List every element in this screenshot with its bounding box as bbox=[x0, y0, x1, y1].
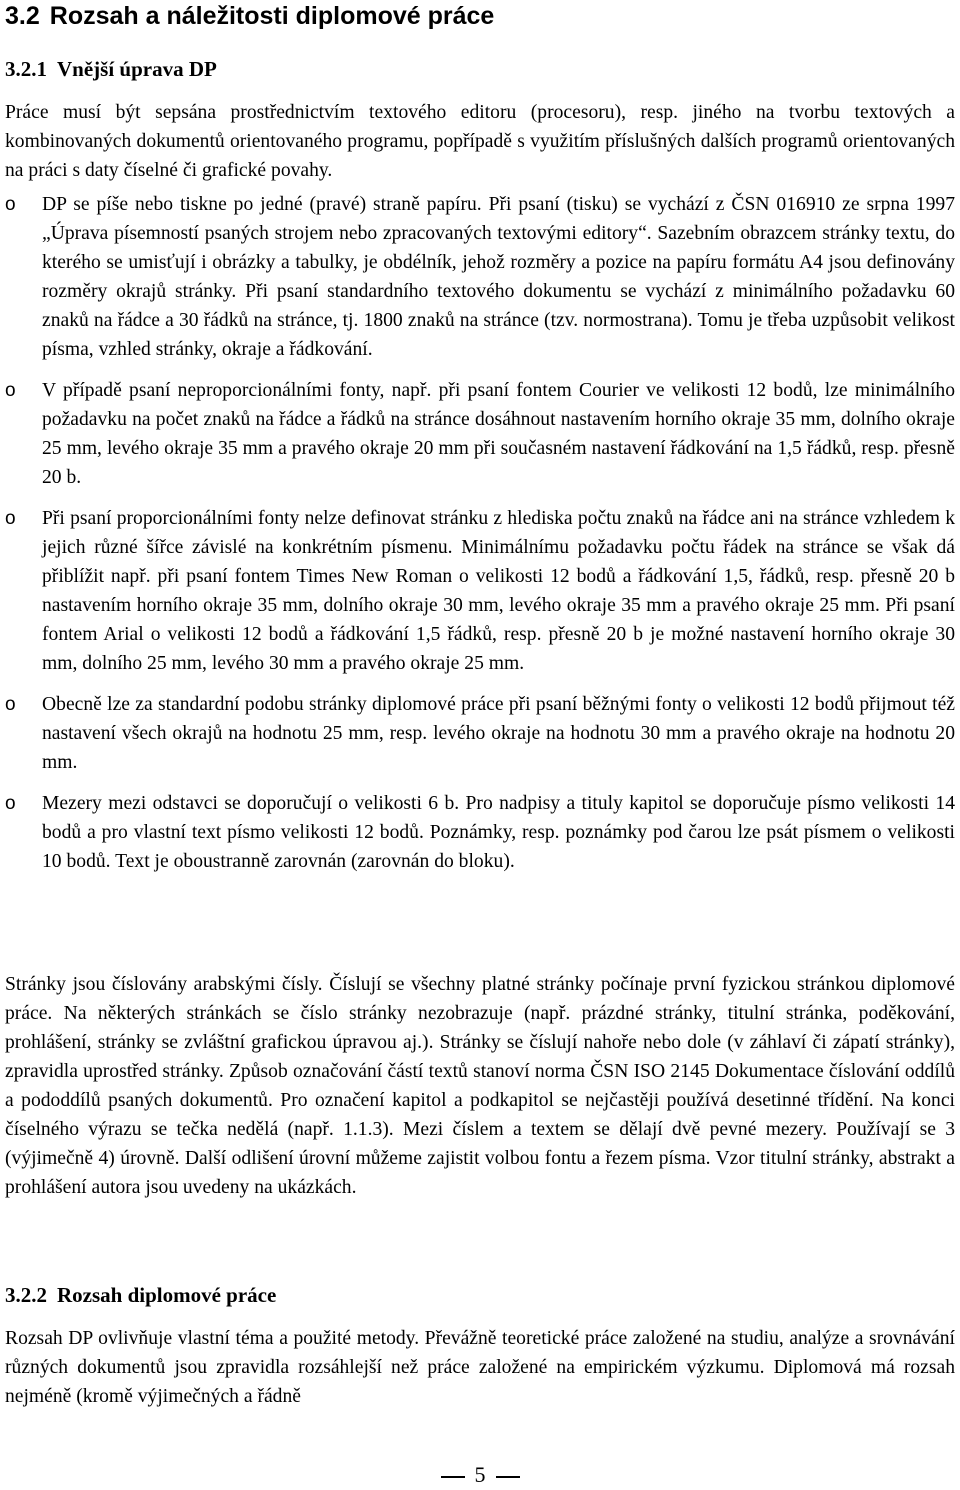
scope-paragraph: Rozsah DP ovlivňuje vlastní téma a použité metody. Převážně teoretické práce založené na studiu, analýze a srovnávání různých dokumentů jsou zpravidla rozsáhlejší než práce založené na empirickém výzkumu. Diplomová má rozsah nejméně (kromě výjimečných a řádně bbox=[5, 1328, 955, 1407]
subsection-title: Rozsah diplomové práce bbox=[57, 1283, 277, 1307]
list-item bbox=[5, 690, 955, 777]
page-number: 5 bbox=[474, 1462, 486, 1487]
list-item bbox=[5, 789, 955, 876]
footer-dash-left bbox=[441, 1476, 465, 1478]
bullet-icon: o bbox=[5, 194, 16, 215]
formatting-rules-list bbox=[5, 190, 955, 876]
bullet-icon: o bbox=[5, 694, 16, 715]
subsection-title: Vnější úprava DP bbox=[57, 57, 217, 81]
bullet-icon: o bbox=[5, 508, 16, 529]
list-item-text: Mezery mezi odstavci se doporučují o velikosti 6 b. Pro nadpisy a tituly kapitol se doporučuje písmo velikosti 14 bodů a pro vlastní text písmo velikosti 12 bodů. Poznámky, resp. poznámky pod čarou lze psát písmem o velikosti 10 bodů. Text je oboustranně zarovnán (zarovnán do bloku). bbox=[42, 793, 955, 872]
section-title: Rozsah a náležitosti diplomové práce bbox=[49, 2, 495, 30]
list-item bbox=[5, 190, 955, 364]
subsection-heading-3-2-2 bbox=[5, 1283, 276, 1308]
section-number: 3.2 bbox=[5, 2, 40, 30]
footer-dash-right bbox=[496, 1476, 520, 1478]
list-item bbox=[5, 376, 955, 492]
bullet-icon: o bbox=[5, 380, 16, 401]
list-item-text: Při psaní proporcionálními fonty nelze definovat stránku z hlediska počtu znaků na řádce ani na stránce vzhledem k jejich různé šířce závislé na konkrétním písmenu. Minimálnímu požadavku počtu řádek na stránce se však dá přiblížit např. při psaní fontem Times New Roman o velikosti 12 bodů a řádkování 1,5, řádků, resp. přesně 20 b nastavením horního okraje 35 mm, dolního okraje 30 mm, levého okraje 35 mm a pravého okraje 25 mm. Při psaní fontem Arial o velikosti 12 bodů a řádkování 1,5 řádků, resp. přesně 20 b je možné nastavení horního okraje 30 mm, dolního 25 mm, levého 30 mm a pravého okraje 25 mm. bbox=[42, 508, 955, 674]
page-footer bbox=[0, 1462, 960, 1488]
subsection-heading-3-2-1 bbox=[5, 57, 217, 82]
list-item-text: V případě psaní neproporcionálními fonty, např. při psaní fontem Courier ve velikosti 12 bodů, lze minimálního požadavku na počet znaků na řádce a řádků na stránce dosáhnout nastavením horního okraje 35 mm, dolního okraje 25 mm, levého okraje 35 mm a pravého okraje 20 mm při současném nastavení řádkování na 1,5 řádků, resp. přesně 20 b. bbox=[42, 380, 955, 488]
page-numbering-paragraph: Stránky jsou číslovány arabskými čísly. Číslují se všechny platné stránky počínaje první fyzickou stránkou diplomové práce. Na některých stránkách se číslo stránky nezobrazuje (např. prázdné stránky, titulní stránka, poděkování, prohlášení, stránky se zvláštní grafickou úpravou aj.). Stránky se číslují nahoře nebo dole (v záhlaví či zápatí stránky), zpravidla uprostřed stránky. Způsob označování částí textů stanoví norma ČSN ISO 2145 Dokumentace číslování oddílů a pododdílů psaných dokumentů. Pro označení kapitol a podkapitol se nejčastěji používá desetinné třídění. Na konci číselného výrazu se tečka nedělá (např. 1.1.3). Mezi číslem a textem se dělají dvě pevné mezery. Používají se 3 (výjimečně 4) úrovně. Další odlišení úrovní můžeme zajistit volbou fontu a řezem písma. Vzor titulní stránky, abstrakt a prohlášení autora jsou uvedeny na ukázkách. bbox=[5, 974, 955, 1198]
list-item bbox=[5, 504, 955, 678]
bullet-icon: o bbox=[5, 793, 16, 814]
subsection-number: 3.2.1 bbox=[5, 57, 47, 81]
list-item-text: Obecně lze za standardní podobu stránky diplomové práce při psaní běžnými fonty o velikosti 12 bodů přijmout též nastavení všech okrajů na hodnotu 25 mm, resp. levého okraje na hodnotu 30 mm a pravého okraje na hodnotu 20 mm. bbox=[42, 694, 955, 773]
section-heading-3-2 bbox=[5, 2, 494, 31]
subsection-number: 3.2.2 bbox=[5, 1283, 47, 1307]
list-item-text: DP se píše nebo tiskne po jedné (pravé) straně papíru. Při psaní (tisku) se vychází z ČSN 016910 ze srpna 1997 „Úprava písemností psaných strojem nebo zpracovaných textovými editory“. Sazebním obrazcem stránky textu, do kterého se umisťují i obrázky a tabulky, je obdélník, jehož rozměry a pozice na papíru formátu A4 jsou definovány rozměry okrajů stránky. Při psaní standardního textového dokumentu se vychází z minimálního požadavku 60 znaků na řádce a 30 řádků na stránce, tj. 1800 znaků na stránce (tzv. normostrana). Tomu je třeba uzpůsobit velikost písma, vzhled stránky, okraje a řádkování. bbox=[42, 194, 955, 360]
intro-paragraph: Práce musí být sepsána prostřednictvím textového editoru (procesoru), resp. jiného na tvorbu textových a kombinovaných dokumentů orientovaného programu, popřípadě s využitím příslušných dalších programů orientovaných na práci s daty číselné či grafické povahy. bbox=[5, 102, 955, 181]
